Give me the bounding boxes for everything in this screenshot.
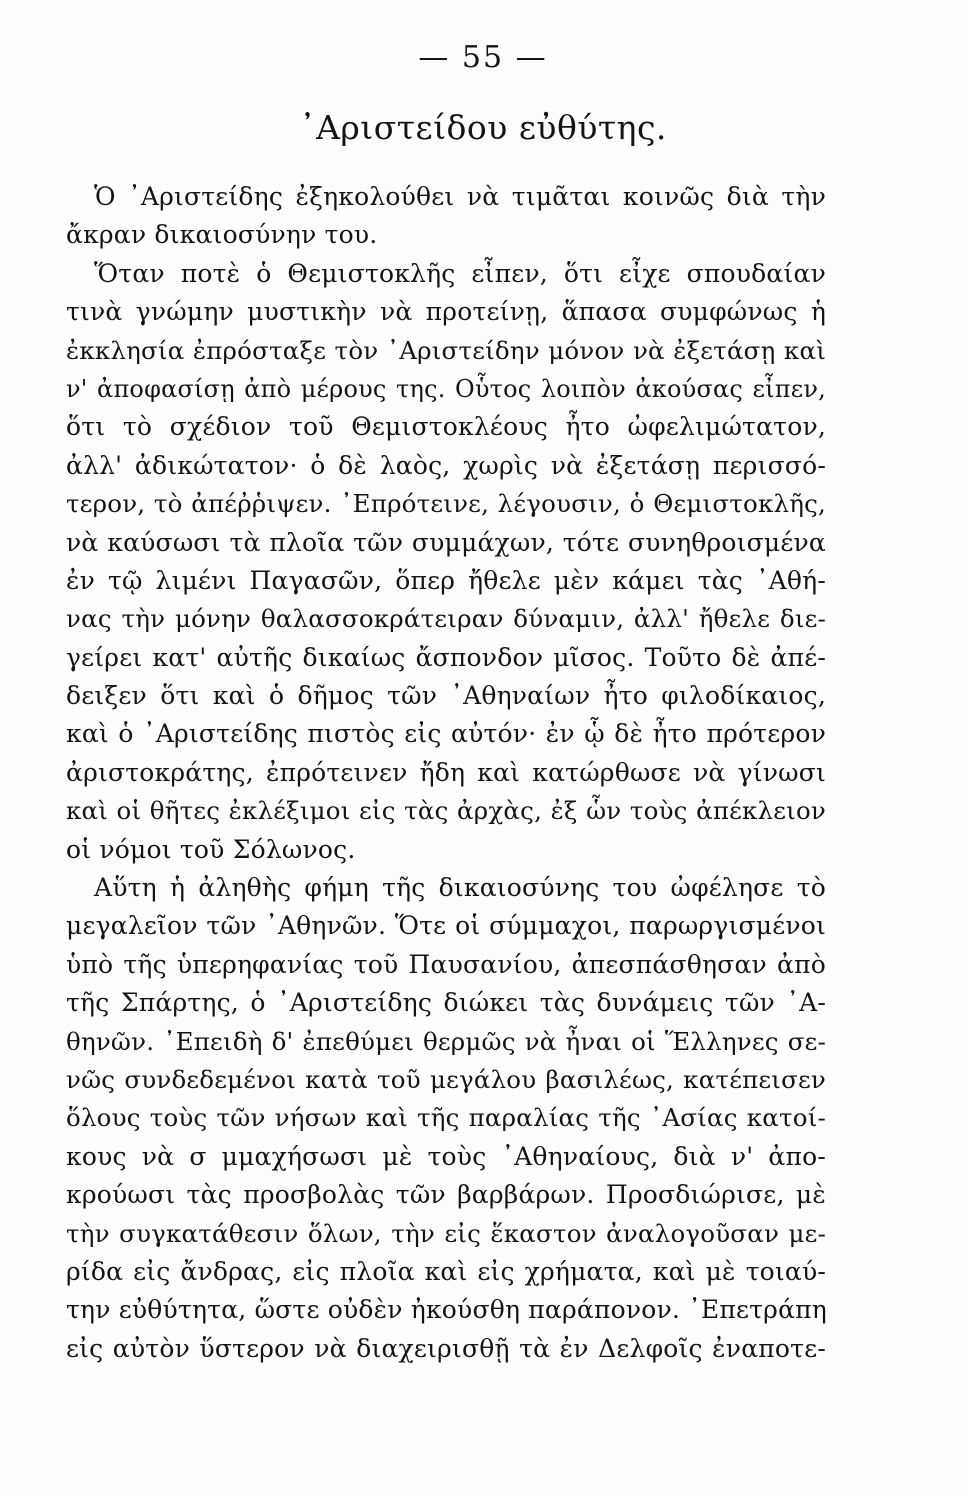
text-line: ὅτι τὸ σχέδιον τοῦ Θεμιστοκλέους ἦτο ὠφελιμώτατον, bbox=[66, 412, 826, 442]
text-line: κρούωσι τὰς προσβολὰς τῶν βαρβάρων. Προσδιώρισε, μὲ bbox=[66, 1180, 826, 1210]
text-line: καὶ ὁ ᾿Αριστείδης πιστὸς εἰς αὐτόν· ἐν ᾧ δὲ ἦτο πρότερον bbox=[66, 719, 826, 749]
text-line: θηνῶν. ᾿Επειδὴ δ' ἐπεθύμει θερμῶς νὰ ἦναι οἱ Ἕλληνες σε- bbox=[66, 1026, 826, 1056]
text-line: τινὰ γνώμην μυστικὴν νὰ προτείνῃ, ἅπασα συμφώνως ἡ bbox=[66, 297, 826, 327]
text-line: εἰς αὐτὸν ὕστερον νὰ διαχειρισθῇ τὰ ἐν Δελφοῖς ἐναποτε- bbox=[66, 1333, 826, 1363]
text-line: ρίδα εἰς ἄνδρας, εἰς πλοῖα καὶ εἰς χρήματα, καὶ μὲ τοιαύ- bbox=[66, 1256, 826, 1286]
text-line: μεγαλεῖον τῶν ᾿Αθηνῶν. Ὅτε οἱ σύμμαχοι, παρωργισμένοι bbox=[66, 911, 826, 941]
text-line: ὅλους τοὺς τῶν νήσων καὶ τῆς παραλίας τῆς ᾿Ασίας κατοί- bbox=[66, 1103, 826, 1133]
text-line: Ὁ ᾿Αριστείδης ἐξηκολούθει νὰ τιμᾶται κοινῶς διὰ τὴν bbox=[94, 182, 826, 211]
text-line: Ὅταν ποτὲ ὁ Θεμιστοκλῆς εἶπεν, ὅτι εἶχε σπουδαίαν bbox=[94, 258, 826, 288]
text-line: τερον, τὸ ἀπέῤῥιψεν. ᾿Επρότεινε, λέγουσιν, ὁ Θεμιστοκλῆς, bbox=[66, 489, 826, 519]
text-line: νας τὴν μόνην θαλασσοκράτειραν δύναμιν, ἀλλ' ἤθελε διε- bbox=[66, 604, 826, 634]
text-line: ν' ἀποφασίσῃ ἀπὸ μέρους της. Οὗτος λοιπὸν ἀκούσας εἶπεν, bbox=[66, 374, 826, 403]
text-line: κους νὰ σ μμαχήσωσι μὲ τοὺς ᾿Αθηναίους, διὰ ν' ἀπο- bbox=[66, 1141, 826, 1171]
text-line: ὑπὸ τῆς ὑπερηφανίας τοῦ Παυσανίου, ἀπεσπάσθησαν ἀπὸ bbox=[66, 949, 826, 979]
text-line: γείρει κατ' αὐτῆς δικαίως ἄσπονδον μῖσος. Τοῦτο δὲ ἀπέ- bbox=[66, 642, 826, 672]
text-line: νῶς συνδεδεμένοι κατὰ τοῦ μεγάλου βασιλέως, κατέπεισεν bbox=[66, 1064, 826, 1094]
text-line: ἀλλ' ἀδικώτατον· ὁ δὲ λαὸς, χωρὶς νὰ ἐξετάσῃ περισσό- bbox=[66, 450, 826, 480]
section-heading: ᾿Αριστείδου εὐθύτης. bbox=[299, 108, 667, 147]
page-number: — 55 — bbox=[418, 40, 548, 75]
text-line: ἀριστοκράτης, ἐπρότεινεν ἤδη καὶ κατώρθωσε νὰ γίνωσι bbox=[66, 757, 826, 787]
text-line: τὴν συγκατάθεσιν ὅλων, τὴν εἰς ἕκαστον ἀναλογοῦσαν με- bbox=[66, 1218, 826, 1248]
text-line: νὰ καύσωσι τὰ πλοῖα τῶν συμμάχων, τότε συνηθροισμένα bbox=[66, 527, 826, 557]
text-line: καὶ οἱ θῆτες ἐκλέξιμοι εἰς τὰς ἀρχὰς, ἐξ ὧν τοὺς ἀπέκλειον bbox=[66, 796, 826, 826]
text-line: δειξεν ὅτι καὶ ὁ δῆμος τῶν ᾿Αθηναίων ἦτο φιλοδίκαιος, bbox=[66, 681, 826, 711]
text-line: ἄκραν δικαιοσύνην του. bbox=[66, 220, 378, 250]
text-line: τῆς Σπάρτης, ὁ ᾿Αριστείδης διώκει τὰς δυνάμεις τῶν ᾿Α- bbox=[66, 988, 826, 1018]
text-line: ἐκκλησία ἐπρόσταξε τὸν ᾿Αριστείδην μόνον νὰ ἐξετάσῃ καὶ bbox=[66, 335, 826, 365]
text-line: την εὐθύτητα, ὥστε οὐδὲν ἠκούσθη παράπονον. ᾿Επετράπη bbox=[66, 1295, 827, 1325]
text-line: Αὕτη ἡ ἀληθὴς φήμη τῆς δικαιοσύνης του ὠφέλησε τὸ bbox=[94, 873, 826, 903]
body-text bbox=[66, 178, 826, 1368]
text-line: ἐν τῷ λιμένι Παγασῶν, ὅπερ ἤθελε μὲν κάμει τὰς ᾿Αθή- bbox=[66, 565, 826, 595]
text-line: οἱ νόμοι τοῦ Σόλωνος. bbox=[66, 834, 356, 864]
